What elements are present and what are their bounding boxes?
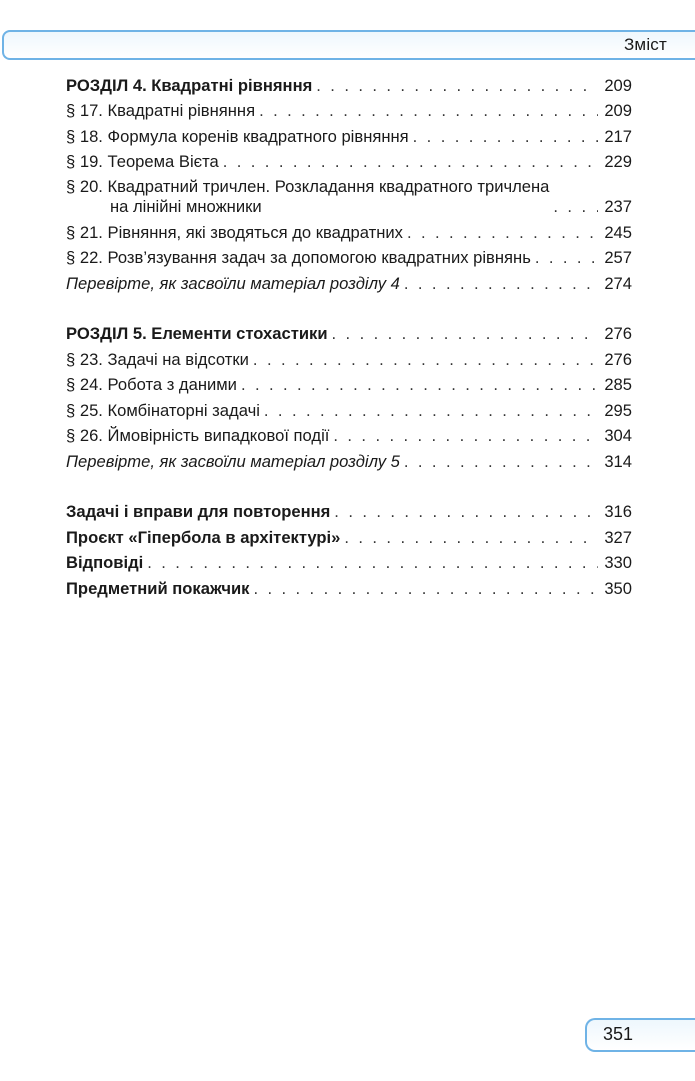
toc-entry[interactable]: [66, 395, 632, 421]
page-number: 351: [603, 1024, 634, 1044]
dot-leader: [333, 426, 598, 446]
toc-entry-label: Предметний покажчик: [66, 578, 250, 598]
toc-entry-page: 245: [604, 222, 632, 242]
dot-leader: [553, 197, 598, 217]
dot-leader: [404, 452, 598, 472]
page-title: Зміст: [623, 35, 667, 54]
toc-entry-page: 237: [604, 197, 632, 216]
toc-entry[interactable]: [66, 344, 632, 370]
toc-entry-page: 304: [604, 426, 632, 445]
toc-entry[interactable]: [66, 243, 632, 269]
toc-entry[interactable]: [66, 96, 632, 122]
toc-entry[interactable]: [66, 548, 632, 574]
toc-entry-label: § 25. Комбінаторні задачі: [66, 400, 260, 420]
toc-entry-label: [66, 177, 549, 217]
toc-entry[interactable]: [66, 268, 632, 294]
dot-leader: [332, 324, 598, 344]
dot-leader: [334, 502, 598, 522]
dot-leader: [147, 553, 598, 573]
toc-entry-page: 276: [604, 324, 632, 343]
toc-entry[interactable]: [66, 217, 632, 243]
dot-leader: [413, 127, 598, 147]
toc-entry-label: Задачі і вправи для повторення: [66, 502, 331, 521]
toc-entry-page: 295: [604, 400, 632, 420]
toc-entry[interactable]: [66, 573, 632, 599]
toc-entry-page: 350: [604, 578, 632, 598]
toc-entry-label: § 17. Квадратні рівняння: [66, 101, 256, 120]
toc-entry-label: РОЗДІЛ 4. Квадратні рівняння: [66, 75, 313, 95]
toc-entry-label: § 23. Задачі на відсотки: [66, 349, 249, 369]
table-of-contents: [66, 70, 632, 599]
toc-entry[interactable]: [66, 446, 632, 472]
toc-entry-label: § 21. Рівняння, які зводяться до квадратних: [66, 222, 403, 242]
dot-leader: [404, 274, 598, 294]
dot-leader: [407, 223, 598, 243]
toc-entry-page: 330: [604, 553, 632, 572]
toc-entry[interactable]: [66, 121, 632, 147]
toc-entry-page: 276: [604, 349, 632, 369]
toc-entry[interactable]: [66, 421, 632, 447]
toc-entry-label: Проєкт «Гіпербола в архітектурі»: [66, 527, 341, 547]
toc-entry-page: 229: [604, 152, 632, 171]
toc-entry[interactable]: [66, 497, 632, 523]
toc-entry-label: Відповіді: [66, 553, 144, 572]
toc-entry-page: 217: [604, 126, 632, 146]
toc-entry[interactable]: [66, 522, 632, 548]
toc-entry-page: 285: [604, 375, 632, 394]
dot-leader: [344, 528, 598, 548]
toc-entry[interactable]: [66, 147, 632, 173]
dot-leader: [253, 350, 598, 370]
section-spacer: [66, 294, 632, 319]
dot-leader: [535, 248, 598, 268]
toc-entry-page: 327: [604, 527, 632, 547]
toc-entry[interactable]: [66, 70, 632, 96]
header-bar: [2, 30, 695, 60]
toc-entry-label: § 24. Робота з даними: [66, 375, 237, 394]
toc-entry-label: § 26. Ймовірність випадкової події: [66, 426, 330, 445]
toc-entry-label: РОЗДІЛ 5. Елементи стохастики: [66, 324, 328, 343]
section-spacer: [66, 472, 632, 497]
toc-entry[interactable]: [66, 370, 632, 396]
toc-entry-label: Перевірте, як засвоїли матеріал розділу 5: [66, 451, 400, 471]
toc-entry[interactable]: [66, 319, 632, 345]
toc-entry-label: Перевірте, як засвоїли матеріал розділу 4: [66, 273, 400, 293]
toc-entry-label-line2: на лінійні множники: [110, 197, 262, 216]
dot-leader: [223, 152, 598, 172]
toc-entry-page: 274: [604, 273, 632, 293]
toc-entry-label: § 19. Теорема Вієта: [66, 152, 219, 171]
toc-entry-page: 209: [604, 75, 632, 95]
dot-leader: [264, 401, 598, 421]
toc-entry-label: § 18. Формула коренів квадратного рівняння: [66, 126, 409, 146]
toc-entry-label-line1: § 20. Квадратний тричлен. Розкладання квадратного тричлена: [66, 177, 550, 196]
dot-leader: [253, 579, 598, 599]
toc-entry-page: 314: [604, 451, 632, 471]
dot-leader: [259, 101, 598, 121]
dot-leader: [316, 76, 598, 96]
page-number-tab: [585, 1018, 695, 1052]
toc-entry-page: 209: [604, 101, 632, 120]
toc-entry[interactable]: [66, 172, 632, 217]
toc-entry-label: § 22. Розв’язування задач за допомогою квадратних рівнянь: [66, 248, 531, 267]
dot-leader: [241, 375, 598, 395]
toc-entry-page: 257: [604, 248, 632, 267]
toc-entry-page: 316: [604, 502, 632, 521]
